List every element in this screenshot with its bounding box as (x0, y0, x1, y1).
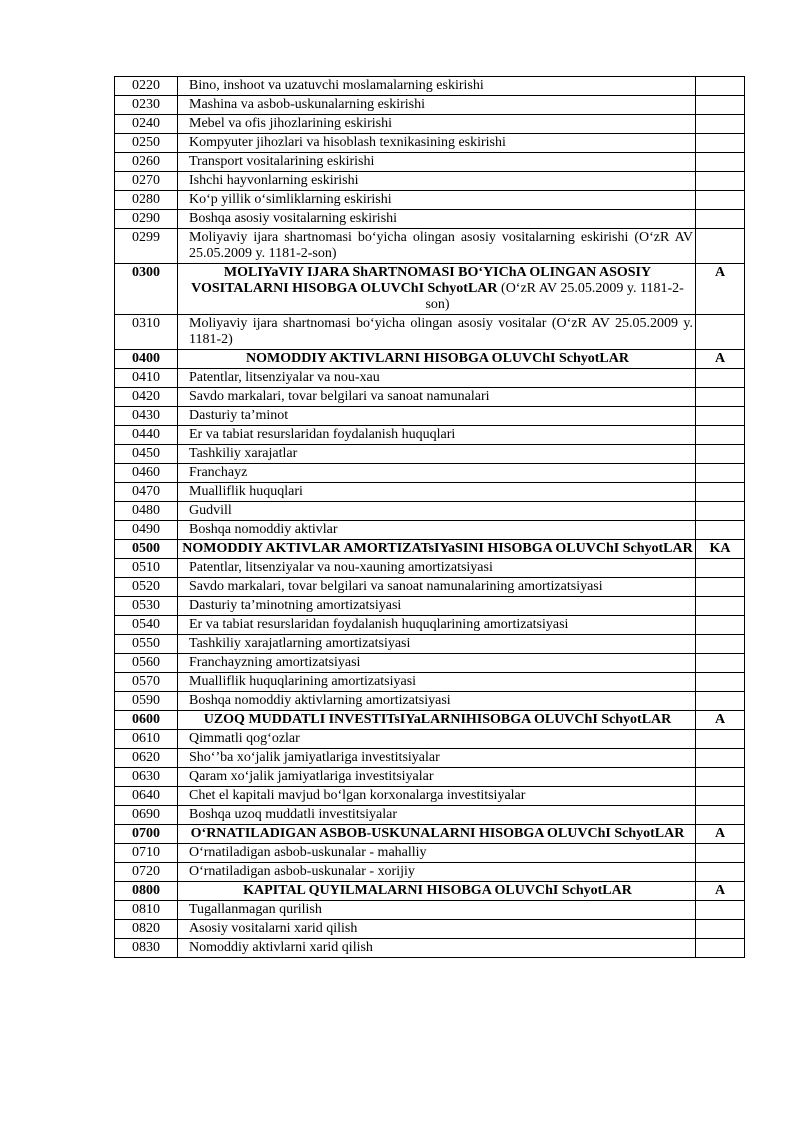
account-type-mark (696, 521, 745, 540)
account-name-text: Tugallanmagan qurilish (189, 902, 322, 917)
account-type-mark (696, 635, 745, 654)
account-type-mark (696, 597, 745, 616)
account-group-title (178, 540, 696, 559)
account-code: 0540 (115, 616, 178, 635)
account-type-mark (696, 153, 745, 172)
account-name (178, 483, 696, 502)
account-type-mark: A (696, 350, 745, 369)
account-name (178, 787, 696, 806)
account-row (115, 844, 745, 863)
account-name (178, 844, 696, 863)
account-row (115, 616, 745, 635)
account-name-text: Patentlar, litsenziyalar va nou-xau (189, 370, 380, 385)
account-name-text: Er va tabiat resurslaridan foydalanish huquqlarining amortizatsiyasi (189, 617, 569, 632)
account-name-text: Ko‘p yillik o‘simliklarning eskirishi (189, 192, 392, 207)
account-type-mark (696, 616, 745, 635)
account-name-text: Qaram xo‘jalik jamiyatlariga investitsiyalar (189, 769, 434, 784)
account-code: 0560 (115, 654, 178, 673)
account-code: 0640 (115, 787, 178, 806)
account-name-text: O‘RNATILADIGAN ASBOB-USKUNALARNI HISOBGA OLUVChI SchyotLAR (190, 826, 685, 841)
account-type-mark (696, 407, 745, 426)
account-name (178, 502, 696, 521)
accounts-table (114, 76, 745, 958)
account-name-text: MOLIYaVIY IJARA ShARTNOMASI BO‘YIChA OLINGAN ASOSIY VOSITALARNI HISOBGA OLUVChI SchyotLAR (191, 265, 652, 296)
account-legal-note: (O‘zR AV 25.05.2009 y. 1181-2-son) (425, 281, 684, 312)
account-type-mark (696, 901, 745, 920)
account-type-mark (696, 863, 745, 882)
account-name (178, 635, 696, 654)
account-name (178, 464, 696, 483)
account-code: 0530 (115, 597, 178, 616)
account-name-text: UZOQ MUDDATLI INVESTITsIYaLARNIHISOBGA OLUVChI SchyotLAR (203, 712, 672, 727)
account-type-mark (696, 191, 745, 210)
account-name (178, 749, 696, 768)
account-name (178, 578, 696, 597)
account-group-row (115, 264, 745, 315)
account-name-text: Savdo markalari, tovar belgilari va sanoat namunalarining amortizatsiyasi (189, 579, 603, 594)
account-name-text: Boshqa asosiy vositalarning eskirishi (189, 211, 398, 226)
account-type-mark (696, 502, 745, 521)
account-name-text: Patentlar, litsenziyalar va nou-xauning amortizatsiyasi (189, 560, 493, 575)
account-row (115, 692, 745, 711)
account-type-mark: A (696, 825, 745, 844)
account-type-mark (696, 920, 745, 939)
account-type-mark (696, 369, 745, 388)
account-group-title (178, 350, 696, 369)
account-group-title (178, 882, 696, 901)
account-name (178, 115, 696, 134)
account-code: 0630 (115, 768, 178, 787)
account-type-mark (696, 172, 745, 191)
account-row (115, 559, 745, 578)
account-name-text: Nomoddiy aktivlarni xarid qilish (189, 940, 373, 955)
account-name-text: Tashkiliy xarajatlar (189, 446, 298, 461)
account-code: 0310 (115, 315, 178, 350)
account-code: 0400 (115, 350, 178, 369)
account-type-mark (696, 388, 745, 407)
account-name-text: NOMODDIY AKTIVLAR AMORTIZATsIYaSINI HISOBGA OLUVChI SchyotLAR (182, 541, 693, 556)
account-row (115, 369, 745, 388)
account-row (115, 445, 745, 464)
account-name (178, 597, 696, 616)
account-row (115, 597, 745, 616)
account-row (115, 77, 745, 96)
account-row (115, 787, 745, 806)
account-name (178, 96, 696, 115)
account-name-text: Asosiy vositalarni xarid qilish (189, 921, 358, 936)
account-name-text: Franchayz (189, 465, 248, 480)
account-row (115, 768, 745, 787)
account-name (178, 445, 696, 464)
account-group-row (115, 711, 745, 730)
account-group-row (115, 882, 745, 901)
account-name-text: Franchayzning amortizatsiyasi (189, 655, 361, 670)
account-name (178, 939, 696, 958)
account-row (115, 210, 745, 229)
account-type-mark (696, 749, 745, 768)
account-group-title (178, 711, 696, 730)
account-type-mark: A (696, 882, 745, 901)
account-type-mark (696, 96, 745, 115)
account-row (115, 654, 745, 673)
account-row (115, 863, 745, 882)
account-name-text: Ishchi hayvonlarning eskirishi (189, 173, 359, 188)
account-name (178, 521, 696, 540)
account-group-row (115, 540, 745, 559)
account-name (178, 920, 696, 939)
account-type-mark (696, 768, 745, 787)
account-type-mark (696, 210, 745, 229)
account-code: 0720 (115, 863, 178, 882)
account-name-text: Sho‘’ba xo‘jalik jamiyatlariga investitsiyalar (189, 750, 440, 765)
account-row (115, 464, 745, 483)
account-name-text: O‘rnatiladigan asbob-uskunalar - xorijiy (189, 864, 415, 879)
account-row (115, 229, 745, 264)
account-row (115, 730, 745, 749)
account-group-row (115, 350, 745, 369)
account-row (115, 172, 745, 191)
account-type-mark (696, 939, 745, 958)
account-code: 0570 (115, 673, 178, 692)
account-code: 0550 (115, 635, 178, 654)
account-code: 0280 (115, 191, 178, 210)
account-row (115, 388, 745, 407)
account-name-text: Dasturiy ta’minotning amortizatsiyasi (189, 598, 402, 613)
account-name-text: Tashkiliy xarajatlarning amortizatsiyasi (189, 636, 411, 651)
account-name (178, 673, 696, 692)
account-row (115, 920, 745, 939)
account-name (178, 426, 696, 445)
account-name-text: Er va tabiat resurslaridan foydalanish huquqlari (189, 427, 456, 442)
account-code: 0470 (115, 483, 178, 502)
account-name (178, 315, 696, 350)
account-row (115, 407, 745, 426)
account-row (115, 483, 745, 502)
account-code: 0220 (115, 77, 178, 96)
account-type-mark (696, 483, 745, 502)
account-row (115, 153, 745, 172)
account-code: 0450 (115, 445, 178, 464)
account-code: 0460 (115, 464, 178, 483)
account-name (178, 191, 696, 210)
account-row (115, 635, 745, 654)
account-row (115, 521, 745, 540)
account-code: 0420 (115, 388, 178, 407)
account-name (178, 768, 696, 787)
account-name (178, 654, 696, 673)
account-row (115, 578, 745, 597)
account-code: 0260 (115, 153, 178, 172)
account-name (178, 616, 696, 635)
account-code: 0410 (115, 369, 178, 388)
account-type-mark: A (696, 264, 745, 315)
account-name (178, 210, 696, 229)
account-code: 0290 (115, 210, 178, 229)
account-code: 0710 (115, 844, 178, 863)
account-type-mark (696, 115, 745, 134)
account-code: 0700 (115, 825, 178, 844)
account-name (178, 172, 696, 191)
account-type-mark (696, 654, 745, 673)
account-name (178, 229, 696, 264)
account-name-text: Bino, inshoot va uzatuvchi moslamalarning eskirishi (189, 78, 484, 93)
account-row (115, 673, 745, 692)
account-name (178, 77, 696, 96)
account-code: 0520 (115, 578, 178, 597)
account-type-mark (696, 426, 745, 445)
account-name-text: Moliyaviy ijara shartnomasi bo‘yicha olingan asosiy vositalar (O‘zR AV 25.05.2009 y. 1181-2) (189, 316, 693, 347)
account-code: 0820 (115, 920, 178, 939)
account-name-text: Moliyaviy ijara shartnomasi bo‘yicha olingan asosiy vositalarning eskirishi (O‘zR AV 25.05.2009 y. 1181-2-son) (189, 230, 693, 261)
account-row (115, 426, 745, 445)
account-name (178, 369, 696, 388)
account-code: 0600 (115, 711, 178, 730)
account-code: 0240 (115, 115, 178, 134)
account-row (115, 901, 745, 920)
account-name (178, 806, 696, 825)
account-code: 0830 (115, 939, 178, 958)
account-type-mark (696, 464, 745, 483)
account-name (178, 134, 696, 153)
account-code: 0230 (115, 96, 178, 115)
account-group-title (178, 825, 696, 844)
account-type-mark (696, 578, 745, 597)
account-type-mark (696, 315, 745, 350)
account-name (178, 407, 696, 426)
account-name-text: Transport vositalarining eskirishi (189, 154, 375, 169)
account-code: 0430 (115, 407, 178, 426)
account-type-mark (696, 559, 745, 578)
account-row (115, 749, 745, 768)
account-code: 0610 (115, 730, 178, 749)
account-code: 0250 (115, 134, 178, 153)
account-row (115, 806, 745, 825)
account-name-text: Kompyuter jihozlari va hisoblash texnikasining eskirishi (189, 135, 506, 150)
accounts-table-body (115, 77, 745, 958)
account-group-title (178, 264, 696, 315)
account-type-mark (696, 806, 745, 825)
account-name (178, 559, 696, 578)
account-code: 0500 (115, 540, 178, 559)
account-name-text: Mebel va ofis jihozlarining eskirishi (189, 116, 392, 131)
account-row (115, 115, 745, 134)
account-code: 0300 (115, 264, 178, 315)
account-name-text: Mualliflik huquqlarining amortizatsiyasi (189, 674, 417, 689)
account-name (178, 692, 696, 711)
account-row (115, 502, 745, 521)
account-name (178, 153, 696, 172)
account-type-mark (696, 692, 745, 711)
account-code: 0490 (115, 521, 178, 540)
account-name (178, 863, 696, 882)
account-name (178, 901, 696, 920)
account-name-text: Boshqa nomoddiy aktivlar (189, 522, 338, 537)
account-row (115, 96, 745, 115)
account-name-text: Chet el kapitali mavjud bo‘lgan korxonalarga investitsiyalar (189, 788, 526, 803)
account-code: 0620 (115, 749, 178, 768)
account-code: 0810 (115, 901, 178, 920)
account-type-mark: KA (696, 540, 745, 559)
account-code: 0270 (115, 172, 178, 191)
account-name-text: Dasturiy ta’minot (189, 408, 289, 423)
account-code: 0299 (115, 229, 178, 264)
account-name-text: KAPITAL QUYILMALARNI HISOBGA OLUVChI SchyotLAR (243, 883, 632, 898)
account-group-row (115, 825, 745, 844)
account-code: 0800 (115, 882, 178, 901)
account-row (115, 315, 745, 350)
account-name-text: O‘rnatiladigan asbob-uskunalar - mahalliy (189, 845, 427, 860)
account-type-mark (696, 730, 745, 749)
account-row (115, 939, 745, 958)
account-name-text: NOMODDIY AKTIVLARNI HISOBGA OLUVChI SchyotLAR (246, 351, 629, 366)
account-code: 0590 (115, 692, 178, 711)
account-name (178, 388, 696, 407)
account-code: 0440 (115, 426, 178, 445)
account-row (115, 191, 745, 210)
account-row (115, 134, 745, 153)
account-type-mark (696, 445, 745, 464)
account-type-mark (696, 229, 745, 264)
account-name-text: Savdo markalari, tovar belgilari va sanoat namunalari (189, 389, 490, 404)
account-type-mark (696, 844, 745, 863)
account-code: 0510 (115, 559, 178, 578)
account-name (178, 730, 696, 749)
account-code: 0480 (115, 502, 178, 521)
account-type-mark (696, 134, 745, 153)
account-type-mark (696, 77, 745, 96)
account-type-mark: A (696, 711, 745, 730)
account-name-text: Qimmatli qog‘ozlar (189, 731, 300, 746)
account-name-text: Boshqa uzoq muddatli investitsiyalar (189, 807, 398, 822)
account-code: 0690 (115, 806, 178, 825)
account-name-text: Boshqa nomoddiy aktivlarning amortizatsiyasi (189, 693, 451, 708)
account-name-text: Gudvill (189, 503, 232, 518)
account-type-mark (696, 673, 745, 692)
account-name-text: Mualliflik huquqlari (189, 484, 303, 499)
account-name-text: Mashina va asbob-uskunalarning eskirishi (189, 97, 426, 112)
account-type-mark (696, 787, 745, 806)
